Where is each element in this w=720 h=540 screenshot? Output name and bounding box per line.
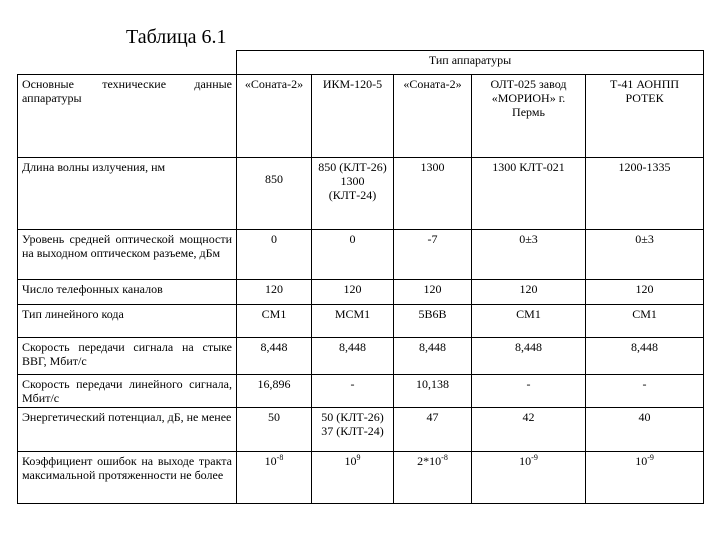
column-header-ikm-120-5: ИКМ-120-5 [312,75,394,158]
table-row-line-code [18,305,704,338]
row-value: CM1 [472,305,586,338]
table-row-vvg-rate [18,338,704,375]
error-rate-cell: $10^9$ [312,452,394,504]
row-label: Длина волны излучения, нм [18,158,237,230]
table-column-header-row [18,75,704,158]
row-value: 10,138 [394,375,472,408]
row-label: Энергетический потенциал, дБ, не менее [18,408,237,452]
row-value: 0 [237,230,312,280]
row-value: 120 [237,280,312,305]
row-value: CM1 [586,305,704,338]
row-value: 0±3 [586,230,704,280]
row-value: - [472,375,586,408]
row-value: 40 [586,408,704,452]
column-header-parameters: Основные технические данные аппаратуры [18,75,237,158]
row-value: 8,448 [472,338,586,375]
row-value: 8,448 [312,338,394,375]
row-value: 8,448 [237,338,312,375]
equipment-type-header: Тип аппаратуры [237,51,704,75]
row-value: 1300 КЛТ-021 [472,158,586,230]
row-value: 120 [472,280,586,305]
column-header-t-41: Т-41 АОНПП РОТЕК [586,75,704,158]
row-value: 8,448 [586,338,704,375]
table-corner-cell [18,51,237,75]
column-header-olt-025: ОЛТ-025 завод «МОРИОН» г. Пермь [472,75,586,158]
row-value: 47 [394,408,472,452]
column-header-sonata-2-b: «Соната-2» [394,75,472,158]
row-value: -7 [394,230,472,280]
row-value: 120 [586,280,704,305]
row-value: 120 [394,280,472,305]
error-rate-cell: $10^{-9}$ [586,452,704,504]
row-value: - [586,375,704,408]
row-value: 120 [312,280,394,305]
equipment-table [17,50,704,504]
row-value: 1200-1335 [586,158,704,230]
row-value: 5B6B [394,305,472,338]
row-value: MCM1 [312,305,394,338]
row-value: 50 [237,408,312,452]
row-value: 42 [472,408,586,452]
row-value: - [312,375,394,408]
row-value: 16,896 [237,375,312,408]
row-label: Тип линейного кода [18,305,237,338]
row-value: 850 (КЛТ-26) 1300 (КЛТ-24) [312,158,394,230]
table-row-optical-power [18,230,704,280]
row-label: Коэффициент ошибок на выходе тракта максимальной протяженности не более [18,452,237,504]
error-rate-cell: $10^{-8}$ [237,452,312,504]
column-header-sonata-2-a: «Соната-2» [237,75,312,158]
error-rate-cell: $10^{-9}$ [472,452,586,504]
table-group-header-row [18,51,704,75]
row-value: 850 [237,158,312,230]
row-value: CM1 [237,305,312,338]
row-label: Уровень средней оптической мощности на выходном оптическом разъеме, дБм [18,230,237,280]
table-row-channels [18,280,704,305]
table-row-error-rate [18,452,704,504]
table-row-line-rate [18,375,704,408]
row-label: Скорость передачи сигнала на стыке ВВГ, Мбит/с [18,338,237,375]
table-row-wavelength [18,158,704,230]
error-rate-cell: $2*10^{-8}$ [394,452,472,504]
row-value: 50 (КЛТ-26) 37 (КЛТ-24) [312,408,394,452]
row-value: 1300 [394,158,472,230]
row-label: Число телефонных каналов [18,280,237,305]
row-value: 0±3 [472,230,586,280]
table-row-power-budget [18,408,704,452]
row-value: 8,448 [394,338,472,375]
row-label: Скорость передачи линейного сигнала, Мбит/с [18,375,237,408]
row-value: 0 [312,230,394,280]
page-title: Таблица 6.1 [126,26,227,48]
